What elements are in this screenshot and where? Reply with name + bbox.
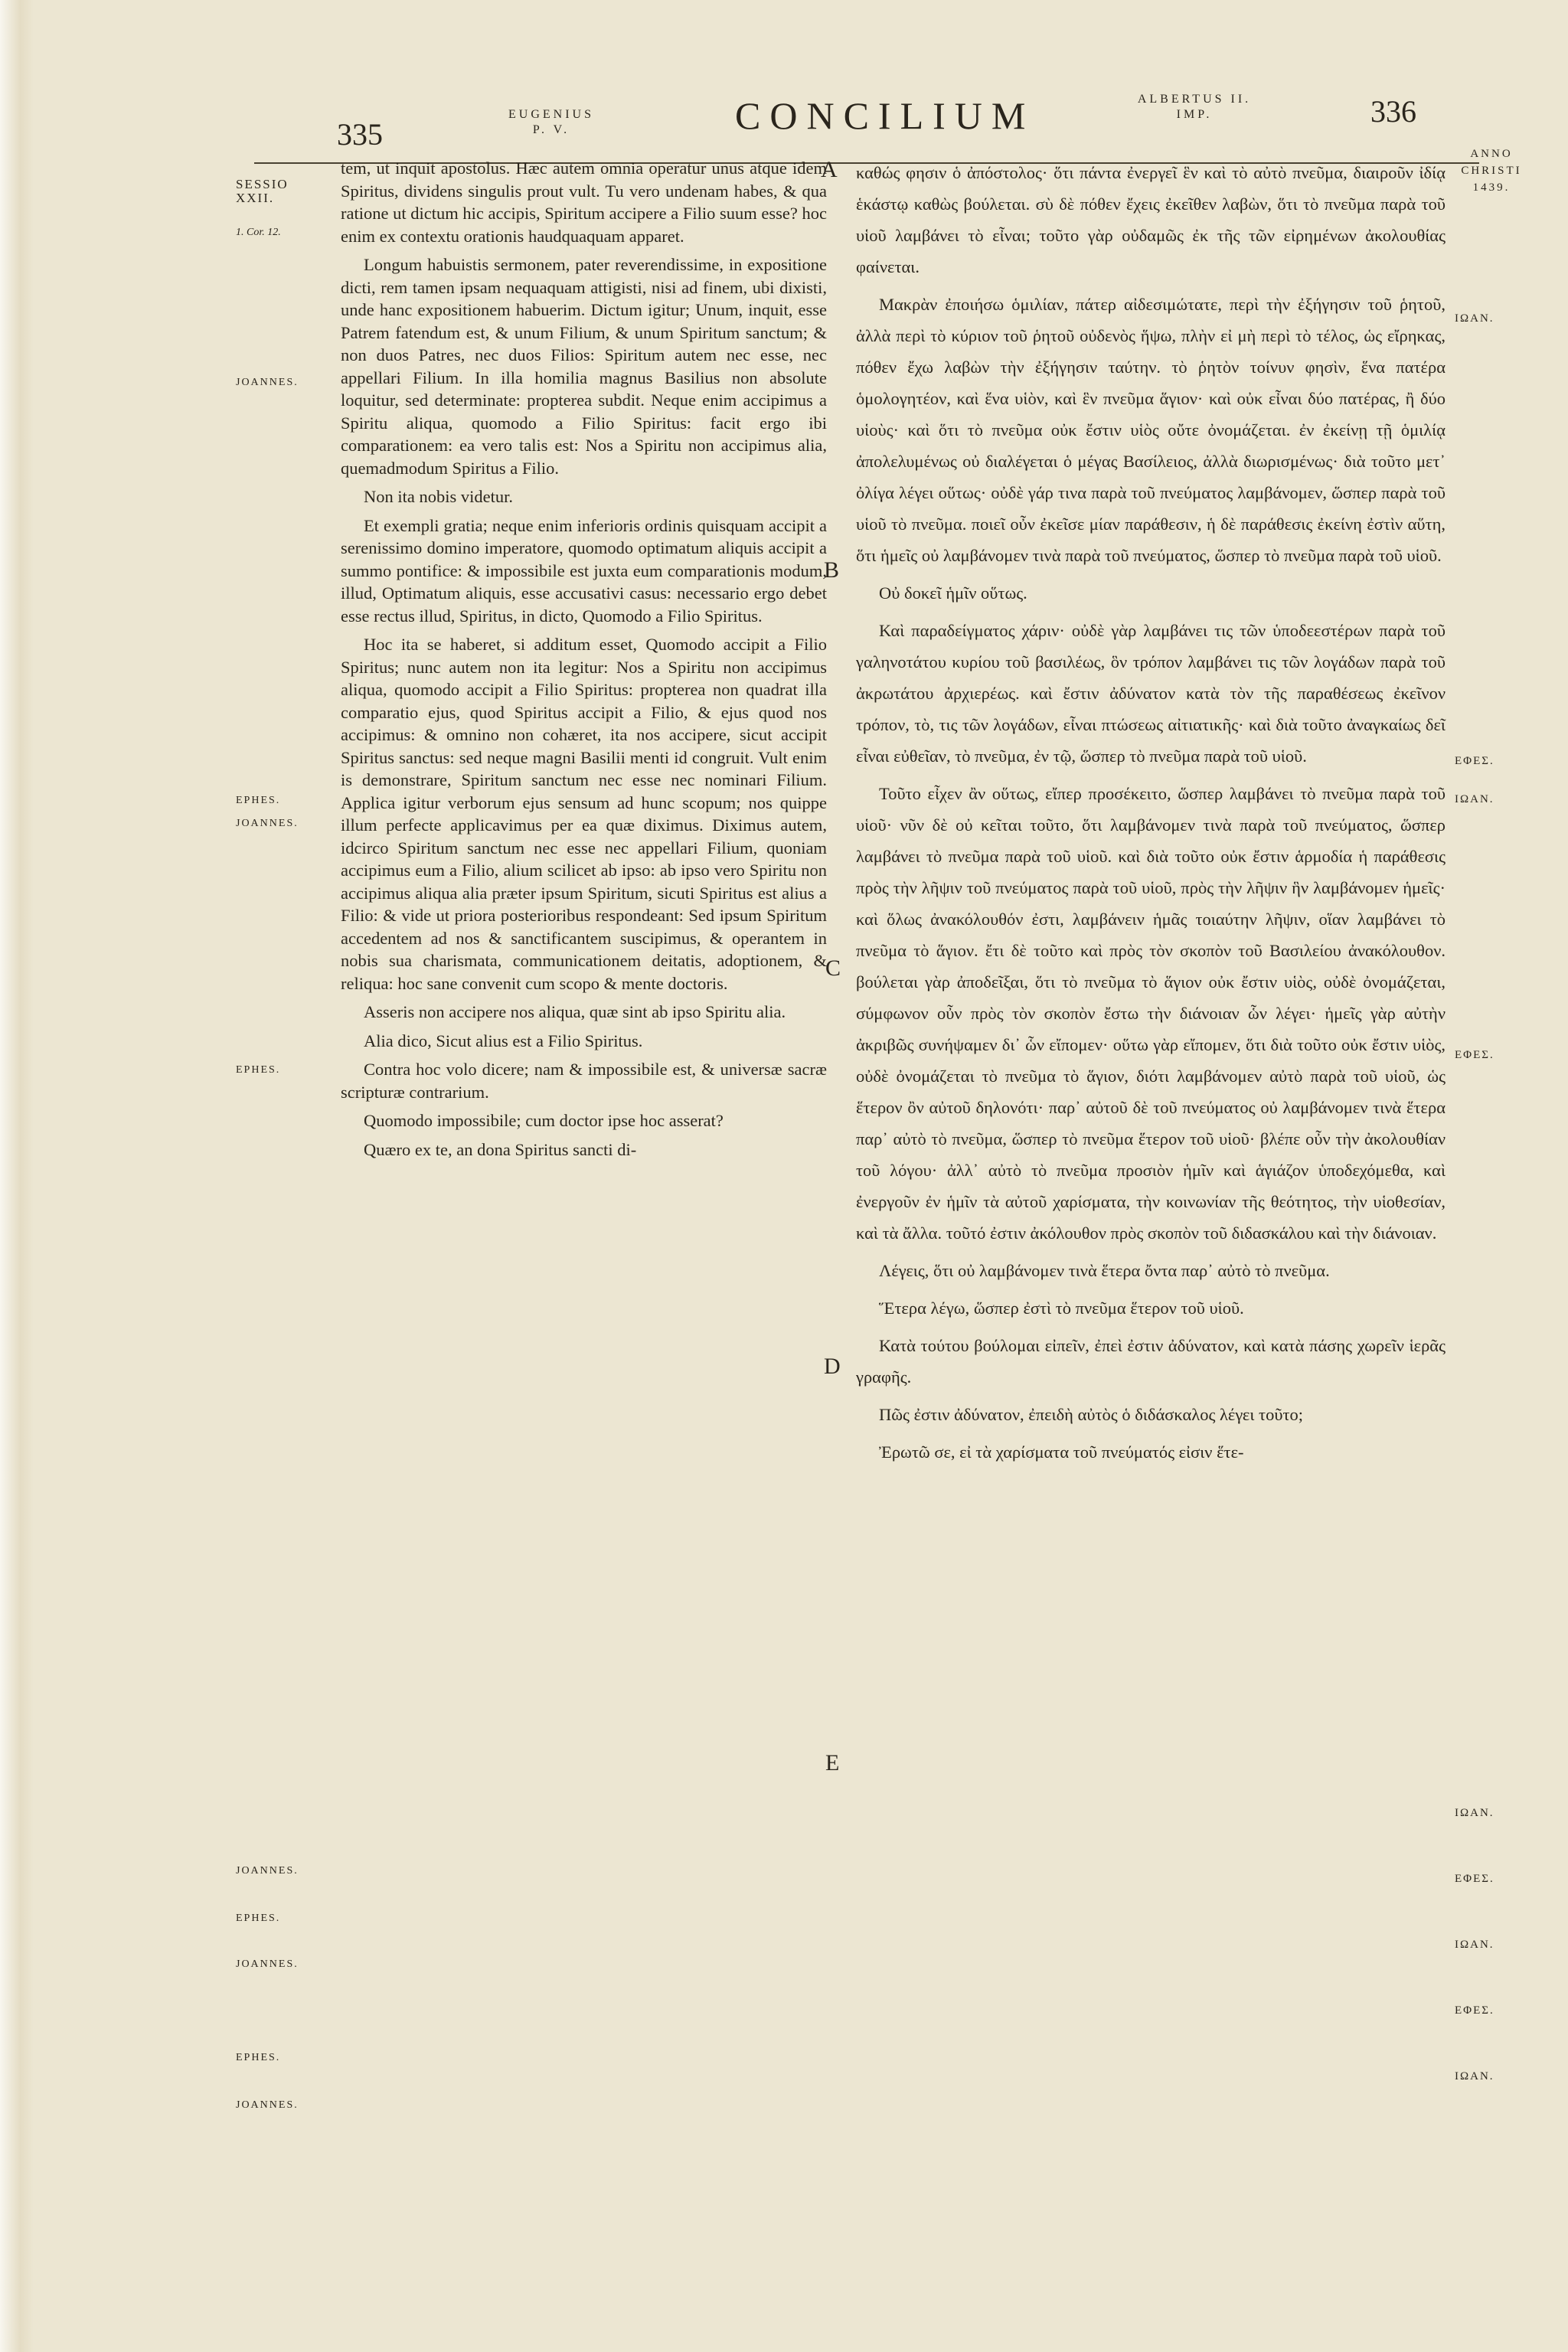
latin-speaker: EPHES. (236, 1064, 281, 1076)
citation-note: 1. Cor. 12. (236, 227, 281, 238)
running-head-right-line2: IMP. (1176, 108, 1213, 121)
section-letter-e: E (825, 1750, 840, 1775)
section-letter-c: C (825, 956, 841, 981)
anno-line1: ANNO (1470, 148, 1513, 160)
latin-column (341, 157, 827, 1167)
greek-speaker: ΙΩΑΝ. (1455, 1807, 1494, 1819)
latin-paragraph: Quomodo impossibile; cum doctor ipse hoc asserat? (364, 1111, 724, 1130)
latin-paragraph: Alia dico, Sicut alius est a Filio Spiritus. (364, 1031, 643, 1050)
greek-speaker: ΕΦΕΣ. (1455, 1873, 1494, 1885)
anno-line3: 1439. (1472, 181, 1511, 194)
section-letter-b: B (824, 557, 840, 583)
greek-speaker: ΙΩΑΝ. (1455, 793, 1494, 805)
latin-paragraph: Longum habuistis sermonem, pater reverendissime, in expositione dicti, rem tamen ipsam nequaquam attigisti, nisi ad finem, ubi dixisti, unde hanc expositionem habuerim. Dictum igitur; Unum, inquit, esse Patrem fatendum est, & unum Filium, & unum Spiritum sanctum; & non duos Patres, nec duos Filios: Spiritum autem nec esse, nec appellari Filium. In illa homilia magnus Basilius non absolute loquitur, sed determinate: propterea subdit. Neque enim accipimus a Spiritu aliqua, quomodo a Filio Spiritus: facit ergo ibi comparationem: ea vero talis est: Nos a Spiritu non accipimus alia, quemadmodum Spiritus a Filio. (341, 255, 827, 478)
greek-paragraph: Λέγεις, ὅτι οὐ λαμβάνομεν τινὰ ἕτερα ὄντα παρ᾽ αὐτὸ τὸ πνεῦμα. (879, 1261, 1330, 1280)
latin-speaker: JOANNES. (236, 377, 299, 388)
latin-speaker: JOANNES. (236, 1958, 299, 1970)
latin-speaker: EPHES. (236, 1913, 281, 1924)
greek-column (856, 157, 1446, 1474)
greek-speaker: ΙΩΑΝ. (1455, 2070, 1494, 2082)
section-letter-a: A (821, 157, 838, 182)
page-number-left: 335 (337, 117, 383, 152)
section-letter-d: D (824, 1354, 841, 1379)
latin-paragraph: Hoc ita se haberet, si additum esset, Quomodo accipit a Filio Spiritus; nunc autem non ita legitur: Nos a Spiritu non accipimus aliqua, quomodo accipit a Filio Spiritus: propterea non quadrat illa comparatio ejus, quod Spiritus accipit a Filio, & ejus quod nos accipimus: & omnino non cohæret, ita nos accipere, sicut accipit Spiritus sanctus: sed neque magni Basilii menti id congruit. Vult enim is demonstrare, Spiritum sanctum nec esse nec nominari Filium. Applica igitur verborum ejus sensum ad hunc scopum; nos quippe illum perfecte applicavimus per ea quæ diximus. Diximus autem, idcirco Spiritum sanctum nec esse nec appellari Filium, quoniam accipimus eum a Filio, alium scilicet ab ipso: ab ipso vero Spiritu non accipimus aliqua alia præter ipsum Spiritum, sicuti Spiritus est alius a Filio: & vide ut priora posterioribus respondeant: Sed ipsum Spiritum accedentem ad nos & sanctificantem suscipimus, & operantem in nobis sua charismata, communicationem deitatis, adoptionem, & reliqua: hoc sane convenit cum scopo & mente doctoris. (341, 635, 827, 993)
greek-paragraph: Πῶς ἐστιν ἀδύνατον, ἐπειδὴ αὐτὸς ὁ διδάσκαλος λέγει τοῦτο; (879, 1405, 1304, 1424)
greek-paragraph: Κατὰ τούτου βούλομαι εἰπεῖν, ἐπεὶ ἐστιν ἀδύνατον, καὶ κατὰ πάσης χωρεῖν ἱερᾶς γραφῆς. (856, 1336, 1446, 1387)
latin-speaker: EPHES. (236, 795, 281, 806)
latin-speaker: JOANNES. (236, 1865, 299, 1877)
page-number-right: 336 (1370, 94, 1416, 129)
latin-paragraph: tem, ut inquit apostolus. Hæc autem omnia operatur unus atque idem Spiritus, dividens singulis prout vult. Tu vero undenam habes, & qua ratione ut dictum hic accipis, Spiritum accipere a Filio suum esse? hoc enim ex contextu orationis haudquaquam apparet. (341, 158, 827, 246)
greek-speaker: ΙΩΑΝ. (1455, 1939, 1494, 1951)
running-head-left (498, 107, 605, 138)
latin-speaker: JOANNES. (236, 818, 299, 829)
latin-speaker: JOANNES. (236, 2099, 299, 2111)
latin-paragraph: Et exempli gratia; neque enim inferioris ordinis quisquam accipit a serenissimo domino imperatore, quomodo optimatum aliquis accipit a summo pontifice: & impossibile est juxta eum comparationis modum, illud, Optimatum aliquis, esse accusativi casus: necessario ergo debet esse rectus illud, Spiritus, in dicto, Quomodo a Filio Spiritus. (341, 515, 827, 626)
latin-paragraph: Contra hoc volo dicere; nam & impossibile est, & universæ sacræ scripturæ contrarium. (341, 1060, 827, 1102)
greek-paragraph: Ἕτερα λέγω, ὥσπερ ἐστὶ τὸ πνεῦμα ἕτερον τοῦ υἱοῦ. (879, 1298, 1244, 1318)
greek-speaker: ΕΦΕΣ. (1455, 1049, 1494, 1061)
greek-speaker: ΕΦΕΣ. (1455, 755, 1494, 767)
page-title: CONCILIUM (735, 94, 1035, 137)
greek-paragraph: Ἐρωτῶ σε, εἰ τὰ χαρίσματα τοῦ πνεύματός εἰσιν ἕτε- (879, 1442, 1244, 1462)
latin-paragraph: Asseris non accipere nos aliqua, quæ sint ab ipso Spiritu alia. (364, 1002, 786, 1021)
greek-paragraph: Οὐ δοκεῖ ἡμῖν οὕτως. (879, 583, 1027, 603)
running-head-left-line2: P. V. (532, 123, 570, 136)
greek-paragraph: Μακρὰν ἐποιήσω ὁμιλίαν, πάτερ αἰδεσιμώτατε, περὶ τὴν ἐξήγησιν τοῦ ῥητοῦ, ἀλλὰ περὶ τὸ κύριον τοῦ ῥητοῦ οὐδενὸς ἥψω, πλὴν εἰ μὴ περὶ τὸ τέλος, ὡς εἴρηκας, πόθεν ἔχω λαβὼν τὴν ἐξήγησιν ταύτην. τὸ ῥητὸν τοίνυν φησὶν, ἕνα πατέρα ὁμολογητέον, καὶ ἕνα υἱὸν, καὶ ἓν πνεῦμα ἅγιον· καὶ οὐκ εἶναι δύο πατέρας, ἢ δύο υἱοὺς· καὶ ὅτι τὸ πνεῦμα οὐκ ἔστιν υἱὸς οὔτε ὀνομάζεται. ἐν ἐκείνῃ τῇ ὁμιλίᾳ ἀπολελυμένως οὐ διαλέγεται ὁ μέγας Βασίλειος, ἀλλὰ διωρισμένως· διὰ τοῦτο μετ᾽ ὀλίγα λέγει οὕτως· οὐδὲ γάρ τινα παρὰ τοῦ πνεύματος λαμβάνομεν, ὥσπερ παρὰ τοῦ υἱοῦ τὸ πνεῦμα. ποιεῖ οὖν ἐκεῖσε μίαν παράθεσιν, ἡ δὲ παράθεσις ἐκείνη ἐστὶν αὕτη, ὅτι ἡμεῖς οὐ λαμβάνομεν τινὰ παρὰ τοῦ πνεύματος, ὥσπερ τὸ πνεῦμα παρὰ τοῦ υἱοῦ. (856, 295, 1446, 565)
running-head-right (1137, 92, 1252, 122)
greek-speaker: ΕΦΕΣ. (1455, 2004, 1494, 2017)
anno-line2: CHRISTI (1461, 165, 1522, 177)
sessio-note: SESSIO XXII. (236, 177, 289, 205)
greek-paragraph: Καὶ παραδείγματος χάριν· οὐδὲ γὰρ λαμβάνει τις τῶν ὑποδεεστέρων παρὰ τοῦ γαληνοτάτου κυρίου τοῦ βασιλέως, ὃν τρόπον λαμβάνει τις τῶν λογάδων παρὰ τοῦ ἀκρωτάτου ἀρχιερέως. καὶ ἔστιν ἀδύνατον κατὰ τὸν τῆς παραθέσεως ἐκεῖνον τρόπον, τὸ, τις τῶν λογάδων, εἶναι πτώσεως αἰτιατικῆς· καὶ διὰ τοῦτο ἀναγκαίως δεῖ εἶναι εὐθεῖαν, τὸ πνεῦμα, ἐν τῷ, ὥσπερ τὸ πνεῦμα παρὰ τοῦ υἱοῦ. (856, 621, 1446, 766)
greek-paragraph: καθώς φησιν ὁ ἀπόστολος· ὅτι πάντα ἐνεργεῖ ἓν καὶ τὸ αὐτὸ πνεῦμα, διαιροῦν ἰδίᾳ ἑκάστῳ καθὼς βούλεται. σὺ δὲ πόθεν ἔχεις ἐκεῖθεν λαβὼν, ὅτι τὸ πνεῦμα παρὰ τοῦ υἱοῦ λαμβάνει τὸ εἶναι; τοῦτο γὰρ οὐδαμῶς ἐκ τῆς τῶν εἰρημένων ἀκολουθίας φαίνεται. (856, 163, 1446, 276)
running-head-right-line1: ALBERTUS II. (1137, 93, 1252, 106)
anno-note (1438, 145, 1545, 196)
book-spine (0, 0, 34, 2352)
latin-paragraph: Non ita nobis videtur. (364, 487, 513, 506)
greek-speaker: ΙΩΑΝ. (1455, 312, 1494, 325)
running-head-left-line1: EUGENIUS (508, 108, 594, 121)
latin-paragraph: Quæro ex te, an dona Spiritus sancti di- (364, 1139, 637, 1159)
greek-paragraph: Τοῦτο εἶχεν ἂν οὕτως, εἴπερ προσέκειτο, ὥσπερ λαμβάνει τὸ πνεῦμα παρὰ τοῦ υἱοῦ· νῦν δὲ οὐ κεῖται τοῦτο, ὅτι λαμβάνομεν τινὰ παρὰ τοῦ πνεύματος, ὥσπερ λαμβάνει τὸ πνεῦμα παρὰ τοῦ υἱοῦ. καὶ διὰ τοῦτο οὐκ ἔστιν ἁρμοδία ἡ παράθεσις πρὸς τὴν λῆψιν τοῦ πνεύματος παρὰ τοῦ υἱοῦ, πρὸς τὴν λῆψιν ἣν λαμβάνομεν ἡμεῖς· καὶ ὅλως ἀνακόλουθόν ἐστι, λαμβάνειν ἡμᾶς τοιαύτην λῆψιν, οἵαν λαμβάνει τὸ πνεῦμα τὸ ἅγιον. ἔτι δὲ τοῦτο καὶ πρὸς τὸν σκοπὸν τοῦ Βασιλείου ἀνακόλουθον. βούλεται γὰρ ἀποδεῖξαι, ὅτι τὸ πνεῦμα τὸ ἅγιον οὐκ ἔστιν υἱὸς, οὐδὲ ὀνομάζεται, σύμφωνον οὖν πρὸς τὸν σκοπὸν ἔστω τὴν διάνοιαν ὧν λέγει· ἡμεῖς γὰρ αὐτὴν ἀκριβῶς συνήψαμεν δι᾽ ὧν εἴπομεν· οὕτω γὰρ εἴπομεν, ὅτι διὰ τοῦτο οὐκ ἔστιν υἱὸς, οὐδὲ ὀνομάζεται τὸ πνεῦμα τὸ ἅγιον, διότι λαμβάνομεν αὐτὸ παρὰ τοῦ υἱοῦ, ὡς ἕτερον ὂν αὐτοῦ δηλονότι· παρ᾽ αὐτοῦ δὲ τοῦ πνεύματος οὐ λαμβάνομεν τινὰ ἕτερα παρ᾽ αὐτὸ τὸ πνεῦμα, ὥσπερ τὸ πνεῦμα ἕτερον τοῦ υἱοῦ· βλέπε οὖν τὴν ἀκολουθίαν τοῦ λόγου· ἀλλ᾽ αὐτὸ τὸ πνεῦμα προσιὸν ἡμῖν καὶ ἁγιάζον ὑποδεχόμεθα, καὶ ἐνεργοῦν ἐν ἡμῖν τὰ αὐτοῦ χαρίσματα, τὴν κοινωνίαν τῆς θεότητος, τὴν υἱοθεσίαν, καὶ τὰ ἄλλα. τοῦτό ἐστιν ἀκόλουθον πρὸς σκοπὸν τοῦ διδασκάλου καὶ τὴν διάνοιαν. (856, 784, 1446, 1243)
latin-speaker: EPHES. (236, 2052, 281, 2063)
